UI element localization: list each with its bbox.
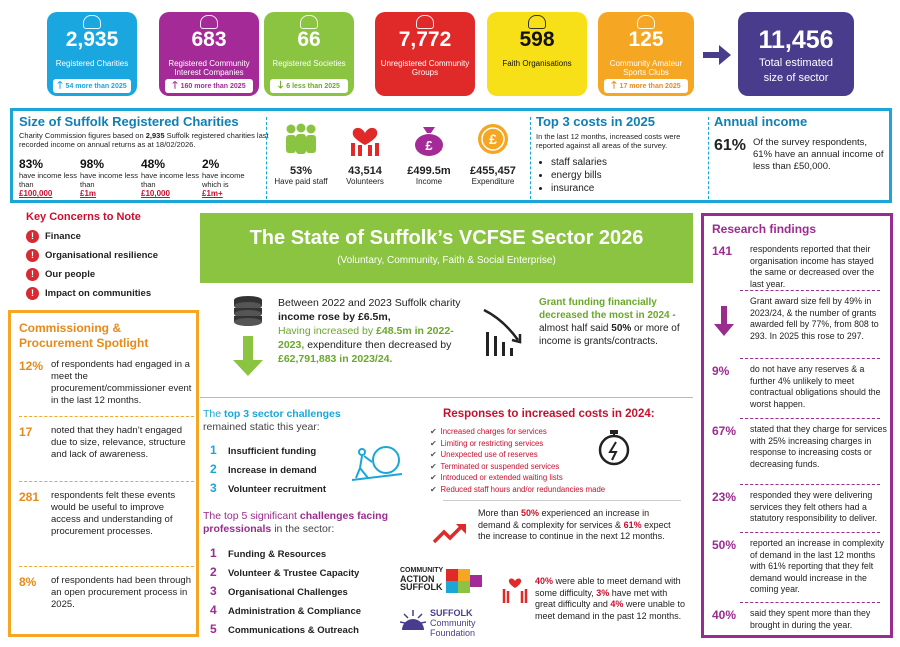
commissioning-text: noted that they hadn’t engaged due to size, relevance, structure and lack of awareness. [51, 425, 186, 460]
stat-card [598, 12, 694, 96]
research-number: 141 [712, 244, 733, 258]
stat-card-label: Faith Organisations [502, 59, 572, 68]
income-band [80, 157, 140, 198]
challenge-number: 1 [210, 443, 217, 457]
stat-card-label: Registered Societies [272, 59, 346, 68]
stopwatch-icon [594, 428, 634, 468]
category-icon [416, 15, 434, 29]
research-text: said they spent more than they brought in during the year. [750, 608, 871, 630]
category-icon [300, 15, 318, 29]
check-icon: ✔ [430, 461, 437, 471]
challenge-number: 3 [210, 584, 217, 598]
research-text: responded they were delivering services they felt others had a statutory responsibility to deliver. [750, 490, 878, 523]
arrow-up-icon: 🡑 [172, 80, 178, 91]
income-band-pct: 98% [80, 157, 105, 171]
income-caption: Income [415, 177, 443, 186]
stat-card-label: Registered Charities [55, 59, 129, 68]
challenge-number: 2 [210, 565, 217, 579]
arrow-up-icon: 🡑 [57, 80, 63, 91]
commissioning-number: 17 [19, 425, 33, 439]
community-action-suffolk-logo: COMMUNITY ACTION SUFFOLK [400, 565, 488, 599]
commissioning-text: of respondents had engaged in a meet the procurement/commissioner event in the last 12 months. [51, 359, 192, 406]
income-band-amount: £1m+ [202, 189, 223, 198]
check-icon: ✔ [430, 438, 437, 448]
total-sector-card [738, 12, 854, 96]
divider [740, 290, 880, 291]
response-item: ✔ Introduced or extended waiting lists [430, 473, 563, 482]
expenditure-caption: Expenditure [471, 177, 515, 186]
concern-item: ! Finance [26, 230, 81, 243]
annual-pct: 61% [714, 137, 747, 154]
down-arrow-icon [233, 336, 263, 376]
alert-icon: ! [26, 230, 39, 243]
income-band-amount: £100,000 [19, 189, 53, 198]
demand-text: More than 50% experienced an increase in demand & complexity for services & 61% expect the increase to continue in the next 12 months. [478, 508, 671, 541]
research-text: stated that they charge for services with 25% increasing charges in response to increasing costs or decreasing funds. [750, 424, 887, 469]
money-bag-icon [409, 123, 449, 157]
suffolk-community-foundation-logo: SUFFOLK Community Foundation [400, 606, 500, 640]
total-value: 11,456 [758, 26, 834, 54]
stat-card [375, 12, 475, 96]
cost-item: • staff salaries [551, 156, 607, 169]
category-icon [528, 15, 546, 29]
response-item: ✔ Reduced staff hours and/or redundancies made [430, 484, 606, 494]
divider [740, 418, 880, 419]
challenges-title: The top 3 sector challenges remained static this year: [203, 408, 341, 433]
hands-heart-icon [345, 123, 385, 157]
paid-staff-value: 53% [289, 165, 313, 177]
research-text: reported an increase in complexity of demand in the last 12 months with 61% reporting that they felt demand would increase in the coming year. [750, 538, 884, 594]
concerns-title: Key Concerns to Note [26, 211, 141, 223]
professional-challenge-item: 4 Administration & Compliance [210, 603, 362, 617]
total-label-line2: size of sector [763, 72, 829, 84]
stat-card-delta: 🡑 54 more than 2025 [53, 79, 131, 93]
divider [740, 484, 880, 485]
commissioning-number: 8% [19, 575, 37, 589]
annual-text: Of the survey respondents, 61% have an annual income of less than £50,000. [753, 137, 884, 172]
cost-item: • insurance [551, 182, 607, 195]
meet-demand-text: 40% were able to meet demand with some difficulty, 3% have met with great difficulty and 4% were unable to meet demand in the past 12 months. [535, 576, 685, 621]
svg-text:£: £ [425, 138, 433, 153]
size-title: Size of Suffolk Registered Charities [19, 114, 239, 129]
research-panel [701, 213, 893, 638]
research-text: respondents reported that their organisation income has stayed the same or decreased over the last year. [750, 244, 875, 289]
income-band [19, 157, 79, 198]
stat-card-label: Registered Community Interest Companies [168, 59, 250, 77]
commissioning-panel [8, 310, 199, 637]
check-icon: ✔ [430, 473, 437, 482]
stat-card-value: 598 [519, 28, 555, 51]
income-band-amount: £10,000 [141, 189, 170, 198]
coins-icon [473, 123, 513, 157]
research-number: 67% [712, 424, 737, 438]
divider [740, 532, 880, 533]
income-band-amount: £1m [80, 189, 97, 198]
people-icon [281, 123, 321, 157]
commissioning-number: 281 [19, 490, 40, 504]
cost-item: • energy bills [551, 169, 607, 182]
stat-card-value: 683 [191, 28, 227, 51]
research-number: 40% [712, 608, 737, 622]
sunrise-icon [400, 608, 426, 634]
category-icon [637, 15, 655, 29]
grant-text: Grant funding financially decreased the most in 2024 - almost half said 50% or more of income is grants/contracts. [539, 297, 680, 347]
research-text: do not have any reserves & a further 4% unlikely to meet contractual obligations should the worst happen. [750, 364, 881, 409]
divider [19, 416, 194, 417]
stat-card-value: 7,772 [398, 28, 452, 51]
alert-icon: ! [26, 268, 39, 281]
income-band-pct: 48% [141, 157, 166, 171]
divider [740, 602, 880, 603]
challenge-item: 3 Volunteer recruitment [210, 481, 327, 495]
divider [19, 566, 194, 567]
stat-card-value: 125 [628, 28, 664, 51]
stat-card-value: 2,935 [65, 28, 119, 51]
professionals-title: The top 5 significant challenges facing professionals in the sector: [203, 510, 389, 535]
trend-up-icon [432, 522, 468, 544]
concern-item: ! Our people [26, 268, 95, 281]
arrow-down-icon: 🡓 [278, 80, 284, 91]
category-icon [200, 15, 218, 29]
research-title: Research findings [712, 222, 817, 236]
challenge-number: 5 [210, 622, 217, 636]
research-number: 23% [712, 490, 737, 504]
challenge-item: 2 Increase in demand [210, 462, 317, 476]
stat-card-value: 66 [297, 28, 321, 51]
responses-title: Responses to increased costs in 2024: [443, 408, 655, 420]
research-number: 50% [712, 538, 737, 552]
total-label-line1: Total estimated [759, 57, 833, 69]
costs-intro: In the last 12 months, increased costs were reported against all areas of the survey. [536, 132, 681, 150]
alert-icon: ! [26, 287, 39, 300]
research-text: Grant award size fell by 49% in 2023/24, & the number of grants awarded fell by 77%, from 808 to 293. In 2025 this rose to 297. [750, 296, 879, 341]
costs-list [551, 156, 607, 195]
challenge-number: 1 [210, 546, 217, 560]
professional-challenge-item: 1 Funding & Resources [210, 546, 327, 560]
divider [740, 358, 880, 359]
size-panel [10, 108, 892, 203]
professional-challenge-item: 5 Communications & Outreach [210, 622, 359, 636]
paid-staff-caption: Have paid staff [274, 177, 328, 186]
stat-card-delta: 🡑 160 more than 2025 [165, 79, 253, 93]
challenge-number: 4 [210, 603, 217, 617]
income-stat [399, 123, 459, 186]
boulder-push-icon [352, 438, 402, 482]
banner-title: The State of Suffolk’s VCFSE Sector 2026 [249, 227, 644, 249]
income-band-text: have income less than [80, 171, 138, 189]
commissioning-number: 12% [19, 359, 44, 373]
arrow-right-icon [703, 44, 731, 66]
check-icon: ✔ [430, 427, 437, 436]
expenditure-value: £455,457 [470, 165, 516, 177]
svg-text:£: £ [489, 131, 497, 147]
income-band [202, 157, 262, 198]
volunteers-caption: Volunteers [346, 177, 384, 186]
stat-card-delta: 🡓 6 less than 2025 [270, 79, 348, 93]
alert-icon: ! [26, 249, 39, 262]
coin-stack-icon [228, 294, 268, 328]
volunteers-value: 43,514 [348, 165, 382, 177]
stat-card [159, 12, 259, 96]
title-banner [200, 213, 693, 283]
stat-card-delta: 🡑 17 more than 2025 [604, 79, 688, 93]
income-band [141, 157, 201, 198]
challenge-number: 2 [210, 462, 217, 476]
check-icon: ✔ [430, 484, 437, 494]
professional-challenge-item: 2 Volunteer & Trustee Capacity [210, 565, 360, 579]
commissioning-text: respondents felt these events would be useful to improve access and understanding of procurement processes. [51, 490, 176, 537]
stat-card-label: Unregistered Community Groups [380, 59, 470, 77]
down-arrow-icon [714, 306, 734, 336]
response-item: ✔ Limiting or restricting services [430, 438, 544, 448]
stat-card [47, 12, 137, 96]
hands-hearts-icon [500, 575, 530, 605]
income-band-pct: 83% [19, 157, 44, 171]
income-band-text: have income less than [19, 171, 77, 189]
professional-challenge-item: 3 Organisational Challenges [210, 584, 348, 598]
banner-subtitle: (Voluntary, Community, Faith & Social Enterprise) [337, 255, 556, 266]
challenge-number: 3 [210, 481, 217, 495]
stat-card [487, 12, 587, 96]
size-intro: Charity Commission figures based on 2,935 Suffolk registered charities last recorded income on annual returns as at 18/02/2026. [19, 131, 269, 149]
response-item: ✔ Unexpected use of reserves [430, 450, 538, 459]
costs-title: Top 3 costs in 2025 [536, 114, 655, 129]
research-number: 9% [712, 364, 730, 378]
decrease-chart-icon [482, 306, 526, 358]
income-text: Between 2022 and 2023 Suffolk charity income rose by £6.5m, Having increased by £48.5m in 2022-2023, expenditure then decreased by £62,791,883 in 2023/24. [278, 297, 461, 365]
annual-title: Annual income [714, 114, 808, 129]
divider [19, 481, 194, 482]
volunteers-stat [335, 123, 395, 186]
income-band-text: have income less than [141, 171, 199, 189]
stat-card [264, 12, 354, 96]
commissioning-text: of respondents had been through an open procurement process in 2025. [51, 575, 191, 610]
expenditure-stat [463, 123, 523, 186]
check-icon: ✔ [430, 450, 437, 459]
income-value: £499.5m [407, 165, 451, 177]
income-band-text: have income which is [202, 171, 245, 189]
concern-item: ! Impact on communities [26, 287, 151, 300]
response-item: ✔ Terminated or suspended services [430, 461, 560, 471]
stat-card-label: Community Amateur Sports Clubs [609, 59, 683, 77]
paid-staff-stat [271, 123, 331, 186]
income-band-pct: 2% [202, 157, 220, 171]
challenge-item: 1 Insufficient funding [210, 443, 317, 457]
arrow-up-icon: 🡑 [611, 80, 617, 91]
category-icon [83, 15, 101, 29]
concern-item: ! Organisational resilience [26, 249, 158, 262]
response-item: ✔ Increased charges for services [430, 427, 547, 436]
commissioning-title: Commissioning & Procurement Spotlight [19, 321, 149, 350]
